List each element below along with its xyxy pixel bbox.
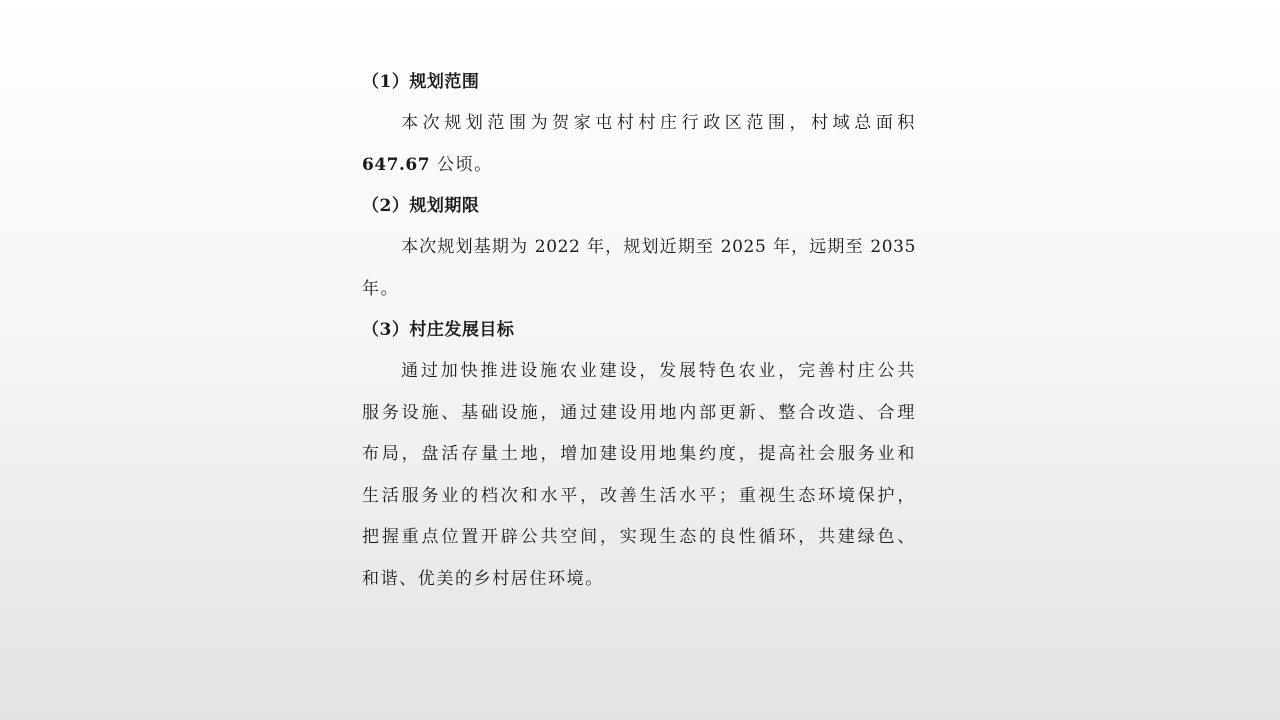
paragraph-line: 年。 xyxy=(362,278,400,299)
section-heading-planning-scope: （1）规划范围 xyxy=(362,72,480,92)
paragraph-line: 把握重点位置开辟公共空间，实现生态的良性循环，共建绿色、 xyxy=(362,527,916,547)
document-page xyxy=(362,62,916,600)
area-unit: 公顷。 xyxy=(437,154,493,175)
paragraph-line: 通过加快推进设施农业建设，发展特色农业，完善村庄公共 xyxy=(401,361,916,381)
section-heading-planning-period: （2）规划期限 xyxy=(362,196,480,216)
paragraph-line: 服务设施、基础设施，通过建设用地内部更新、整合改造、合理 xyxy=(362,402,916,423)
area-value: 647.67 xyxy=(362,154,431,175)
paragraph-line: 本次规划范围为贺家屯村村庄行政区范围，村域总面积 xyxy=(401,113,916,133)
paragraph-development-goals xyxy=(362,351,916,600)
paragraph-line: 生活服务业的档次和水平，改善生活水平；重视生态环境保护， xyxy=(362,485,916,506)
paragraph-line xyxy=(362,145,916,187)
paragraph-planning-period xyxy=(362,227,916,310)
paragraph-line: 和谐、优美的乡村居住环境。 xyxy=(362,568,604,589)
paragraph-planning-scope xyxy=(362,103,916,186)
paragraph-line: 布局，盘活存量土地，增加建设用地集约度，提高社会服务业和 xyxy=(362,444,916,464)
section-heading-development-goals: （3）村庄发展目标 xyxy=(362,320,515,340)
paragraph-line: 本次规划基期为 2022 年，规划近期至 2025 年，远期至 2035 xyxy=(401,237,916,257)
